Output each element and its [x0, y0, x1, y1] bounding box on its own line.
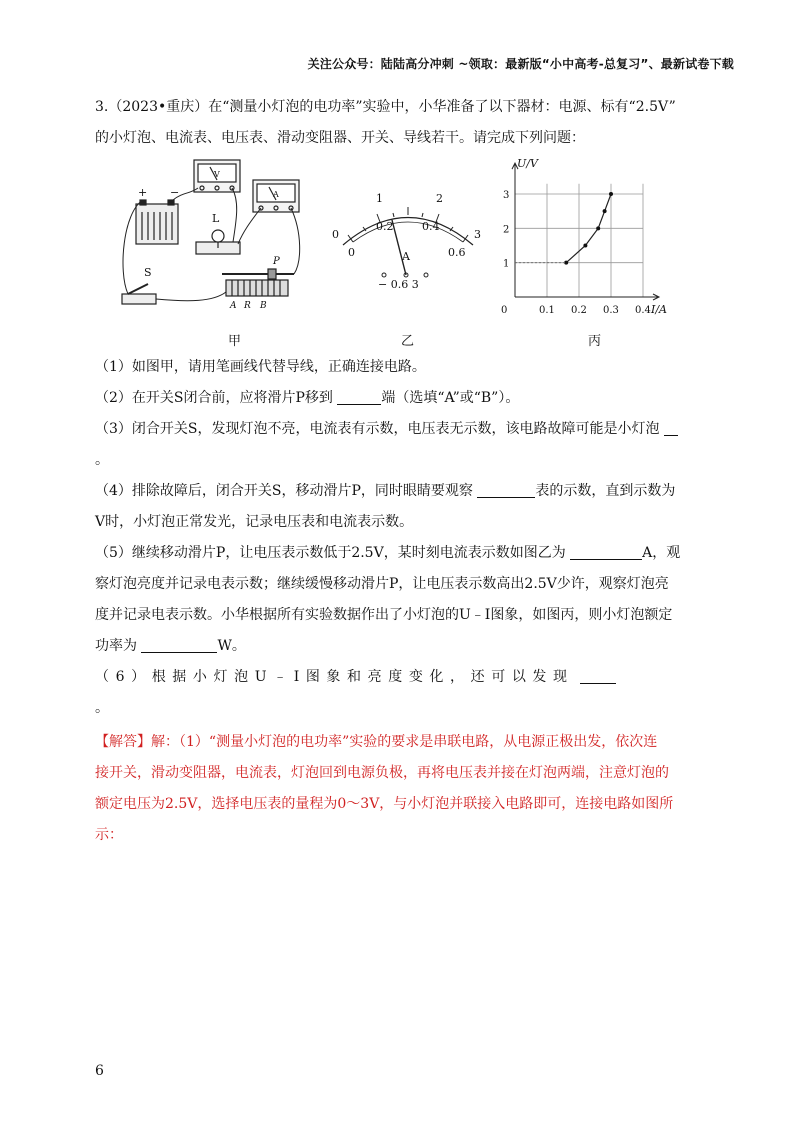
dial-tick-top-3: 3 — [474, 228, 481, 241]
rheostat — [222, 269, 294, 296]
sub-question-5-cont-2: 度并记录电表示数。小华根据所有实验数据作出了小灯泡的U﹣I图象，如图丙，则小灯泡额定 — [95, 607, 673, 623]
x-tick-label-2: 0.2 — [571, 305, 587, 316]
dial-unit: A — [402, 250, 410, 263]
rheostat-r: R — [244, 301, 251, 311]
data-point-2 — [596, 226, 600, 230]
circuit-figure — [118, 152, 303, 322]
battery-minus: − — [170, 186, 180, 199]
x-tick-label-3: 0.3 — [603, 305, 619, 316]
answer-line-2: 接开关，滑动变阻器，电流表，灯泡回到电源负极，再将电压表并接在灯泡两端，注意灯泡的 — [95, 765, 669, 781]
dial-tick-top-2: 2 — [436, 192, 443, 205]
answer-blank-6[interactable] — [580, 667, 616, 684]
dial-tick-top-1: 1 — [376, 192, 383, 205]
answer-blank-4[interactable] — [477, 481, 535, 498]
battery — [136, 200, 178, 244]
dial-tick-bottom-0: 0 — [348, 246, 355, 259]
page-header: 关注公众号：陆陆高分冲刺 ~领取：最新版“小中高考-总复习”、最新试卷下载 — [307, 57, 734, 71]
ammeter-label: A — [273, 190, 279, 199]
answer-line-1: 【解答】解：（1）“测量小灯泡的电功率”实验的要求是串联电路，从电源正极出发，依次连 — [95, 734, 658, 750]
sub-question-3: （3）闭合开关S，发现灯泡不亮，电流表有示数，电压表无示数，该电路故障可能是小灯泡 — [95, 414, 720, 445]
voltmeter-label: V — [214, 170, 220, 179]
x-tick-label-0: 0 — [501, 305, 508, 316]
intro-line-1: 3.（2023•重庆）在“测量小灯泡的电功率”实验中，小华准备了以下器材：电源、标有“2.5V” — [95, 99, 676, 115]
answer-blank-5a[interactable] — [570, 543, 642, 560]
sub-question-1: （1）如图甲，请用笔画线代替导线，正确连接电路。 — [95, 359, 426, 375]
x-tick-label-1: 0.1 — [539, 305, 555, 316]
data-point-3 — [603, 209, 607, 213]
sub-question-5-cont-3: 功率为 W。 — [95, 638, 246, 654]
sub-question-4: （4）排除故障后，闭合开关S，移动滑片P，同时眼睛要观察 表的示数，直到示数为 — [95, 483, 676, 499]
dial-needle — [392, 220, 406, 275]
y-tick-label-1: 2 — [503, 224, 510, 236]
data-point-1 — [583, 244, 587, 248]
x-tick-label-4: 0.4 — [635, 305, 651, 316]
sub-question-4-cont: V时，小灯泡正常发光，记录电压表和电流表示数。 — [95, 514, 414, 530]
intro-line-2: 的小灯泡、电流表、电压表、滑动变阻器、开关、导线若干。请完成下列问题： — [95, 130, 585, 146]
rheostat-b: B — [260, 301, 267, 311]
dial-zero-top: 0 — [332, 228, 339, 241]
dial-tick-bottom-1: 0.2 — [376, 220, 394, 233]
battery-plus: + — [138, 186, 148, 199]
sub-question-5: （5）继续移动滑片P，让电压表示数低于2.5V，某时刻电流表示数如图乙为 A，观 — [95, 545, 681, 561]
answer-line-3: 额定电压为2.5V，选择电压表的量程为0～3V，与小灯泡并联接入电路即可，连接电路如图所 — [95, 796, 674, 812]
caption-jia: 甲 — [228, 334, 242, 349]
answer-section — [95, 727, 720, 851]
ammeter-dial-figure — [328, 180, 488, 310]
switch-label: S — [144, 266, 152, 279]
caption-bing: 丙 — [588, 334, 602, 349]
sub-question-3-end: 。 — [95, 452, 109, 468]
sub-question-2: （2）在开关S闭合前，应将滑片P移到 端（选填“A”或“B”）。 — [95, 390, 520, 406]
y-axis-label: U/V — [517, 157, 538, 171]
x-axis-label: I/A — [651, 303, 667, 316]
answer-blank-5b[interactable] — [141, 636, 217, 653]
answer-blank-2[interactable] — [337, 388, 381, 405]
u-i-chart — [493, 152, 698, 322]
dial-terminals: − 0.6 3 — [378, 278, 419, 291]
answer-line-4: 示： — [95, 827, 123, 843]
figures-area — [118, 152, 698, 352]
sub-questions — [95, 352, 720, 724]
data-point-4 — [609, 192, 613, 196]
dial-tick-bottom-3: 0.6 — [448, 246, 466, 259]
dial-tick-bottom-2: 0.4 — [422, 220, 440, 233]
slider-label: P — [273, 256, 280, 267]
caption-yi: 乙 — [401, 334, 415, 349]
page-number: 6 — [95, 1063, 104, 1079]
sub-question-5-cont-1: 察灯泡亮度并记录电表示数；继续缓慢移动滑片P，让电压表示数高出2.5V少许，观察灯泡亮 — [95, 576, 669, 592]
question-intro — [95, 92, 720, 154]
sub-question-6: （6）根据小灯泡U﹣I图象和亮度变化，还可以发现 — [95, 662, 720, 693]
sub-question-6-end: 。 — [95, 700, 109, 716]
y-tick-label-0: 1 — [503, 258, 510, 270]
answer-blank-3[interactable] — [664, 419, 678, 436]
lamp-label: L — [212, 212, 220, 225]
rheostat-a: A — [230, 301, 237, 311]
y-tick-label-2: 3 — [503, 190, 510, 201]
switch — [122, 284, 156, 304]
